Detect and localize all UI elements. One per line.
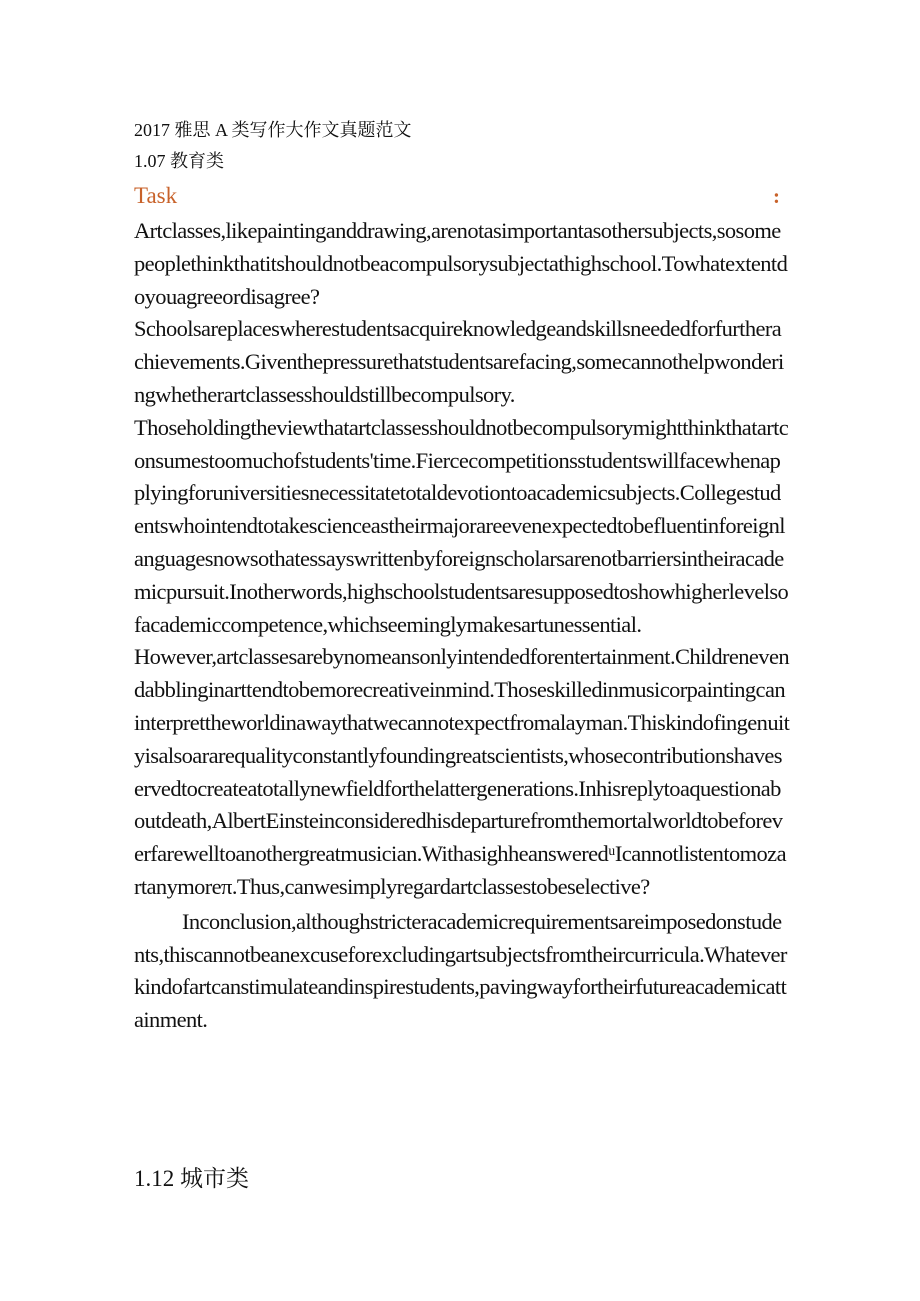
task-label: Task (134, 183, 178, 208)
body-paragraph-1: Thoseholdingtheviewthatartclassesshouldnotbecompulsorymightthinkthatartconsumestoomuchofstudents'time.Fiercecompetitionsstudentswillfacewhenapplyingforuniversitiesnecessitatetotaldevotiontoacademicsubjects.Collegestudentswhointendtotakescienceastheirmajorareevenexpectedtobefluentinforeignlanguagesnowsothatessayswrittenbyforeignscholarsarenotbarriersintheiracademicpursuit.Inotherwords,highschoolstudentsaresupposedtoshowhigherlevelsofacademiccompetence,whichseeminglymakesartunessential. (134, 414, 789, 637)
essay-body (134, 215, 790, 1037)
document-subtitle: 1.07 教育类 (134, 151, 224, 171)
section-heading: 1.12 城市类 (134, 1166, 249, 1191)
task-heading (134, 181, 780, 211)
task-colon: : (773, 184, 780, 208)
intro-paragraph: Schoolsareplaceswherestudentsacquireknowledgeandskillsneededforfurtherachievements.Giventhepressurethatstudentsarefacing,somecannothelpwonderingwhetherartclassesshouldstillbecompulsory. (134, 316, 784, 407)
task-prompt-paragraph: Artclasses,likepaintinganddrawing,arenotasimportantasothersubjects,sosomepeoplethinkthatitshouldnotbeacompulsorysubjectathighschool.Towhatextentdoyouagreeordisagree? (134, 218, 788, 309)
document-title: 2017 雅思 A 类写作大作文真题范文 (134, 120, 412, 140)
conclusion-paragraph: Inconclusion,althoughstricteracademicrequirementsareimposedonstudents,thiscannotbeanexcuseforexcludingartsubjectsfromtheircurricula.Whateverkindofartcanstimulateandinspirestudents,pavingwayfortheirfutureacademicattainment. (134, 908, 787, 1033)
body-paragraph-2: However,artclassesarebynomeansonlyintendedforentertainment.Childrenevendabblinginarttendtobemorecreativeinmind.Thoseskilledinmusicorpaintingcaninterprettheworldinawaythatwecannotexpectfromalayman.Thiskindofingenuityisalsoararequalityconstantlyfoundingreatscientists,whosecontributionshaveservedtocreateatotallynewfieldforthelattergenerations.Inhisreplytoaquestionaboutdeath,AlbertEinsteinconsideredhisdeparturefromthemortalworldtobeforeverfarewelltoanothergreatmusician.WithasighheansweredᵘIcannotlistentomozartanymoreπ.Thus,canwesimplyregardartclassestobeselective? (134, 644, 790, 899)
